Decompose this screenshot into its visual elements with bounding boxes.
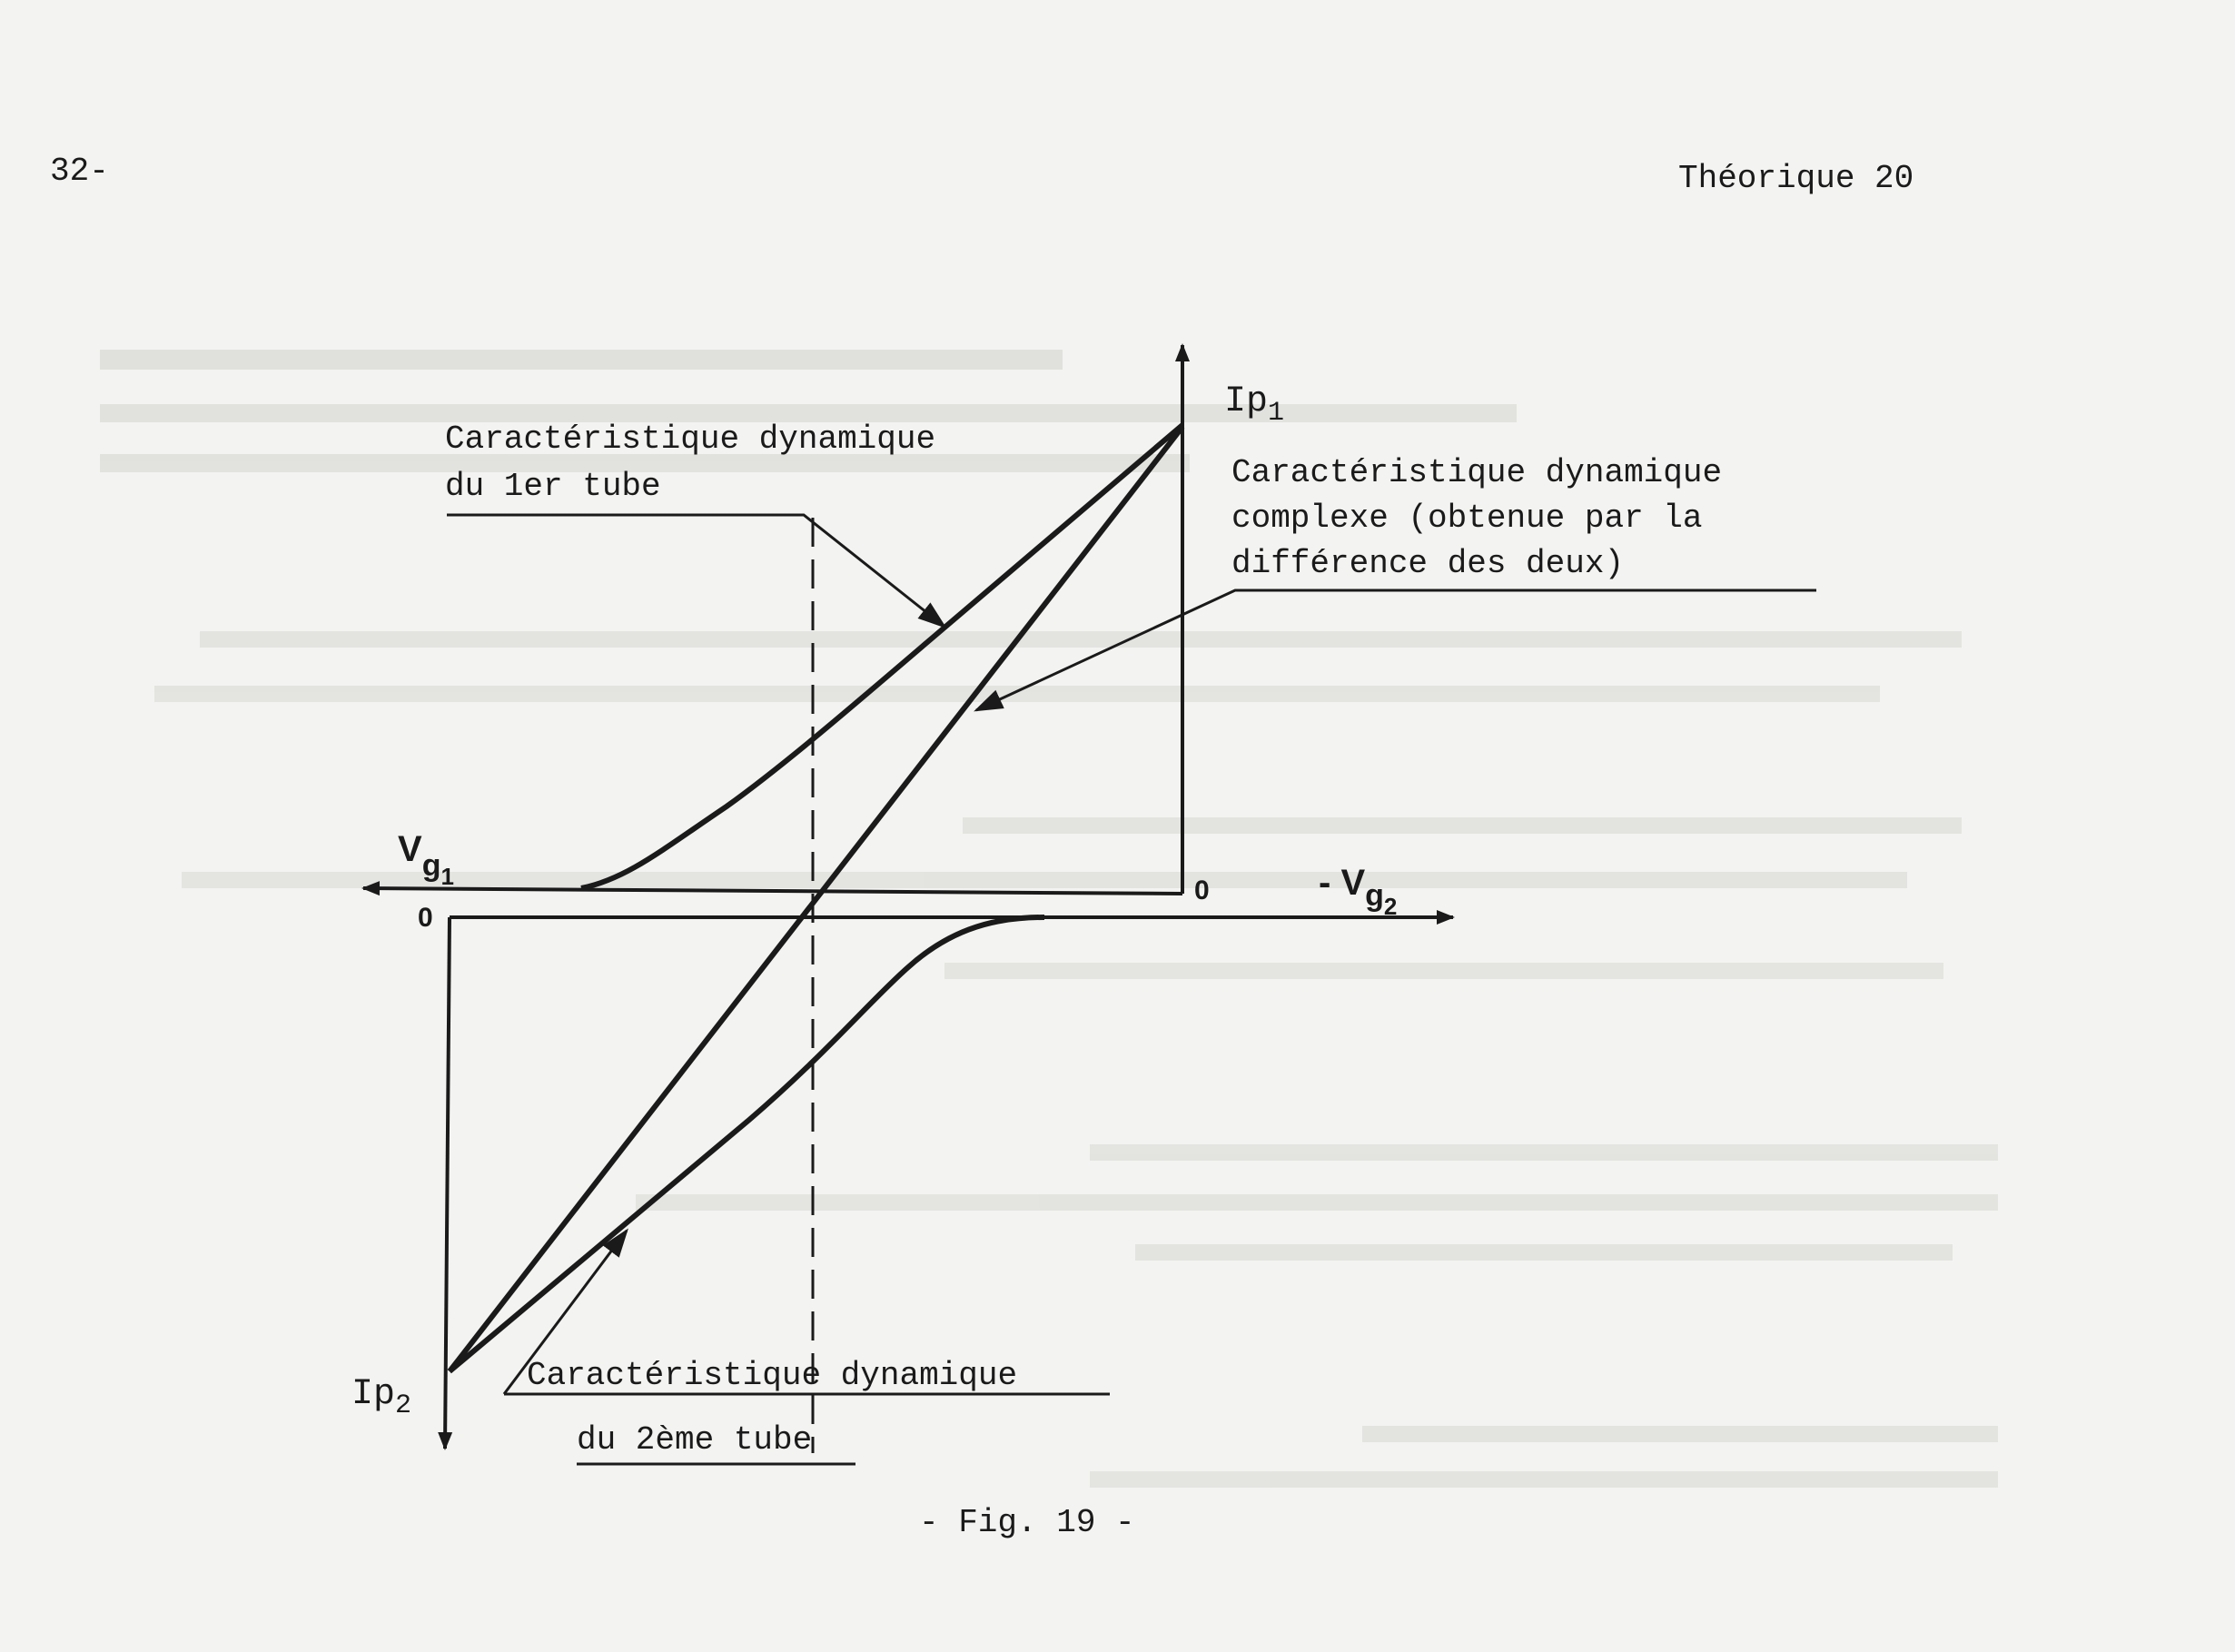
origin-right-label: 0 bbox=[1194, 875, 1210, 905]
vg2-label: - $V_{g2}$ bbox=[1319, 863, 1398, 920]
page-number: 32- bbox=[50, 153, 109, 190]
complex-label-line-2: complexe (obtenue par la bbox=[1231, 500, 1703, 537]
running-title: Théorique 20 bbox=[1678, 160, 1914, 197]
first-tube-leader bbox=[447, 515, 944, 627]
origin-left-label: 0 bbox=[418, 903, 433, 933]
figure-caption: - Fig. 19 - bbox=[919, 1504, 1135, 1541]
complex-label-line-3: différence des deux) bbox=[1231, 545, 1625, 582]
leaders bbox=[447, 515, 1816, 1464]
curves bbox=[450, 425, 1182, 1371]
complex-label-line-1: Caractéristique dynamique bbox=[1231, 454, 1723, 491]
vg1-axis bbox=[363, 888, 1182, 894]
ip1-label: $Ip_1$ bbox=[1224, 381, 1285, 429]
second-tube-label-line-2: du 2ème tube bbox=[577, 1421, 813, 1459]
ip2-label: $Ip_2$ bbox=[351, 1374, 412, 1421]
second-tube-label bbox=[527, 1357, 1017, 1459]
complex-curve bbox=[450, 427, 1182, 1371]
first-tube-label-line-1: Caractéristique dynamique bbox=[445, 420, 936, 458]
second-tube-label-line-1: Caractéristique dynamique bbox=[527, 1357, 1018, 1394]
vg1-label: $V_{g1}$ bbox=[398, 829, 454, 890]
complex-label bbox=[1231, 454, 1722, 582]
first-tube-label-line-2: du 1er tube bbox=[445, 468, 661, 505]
